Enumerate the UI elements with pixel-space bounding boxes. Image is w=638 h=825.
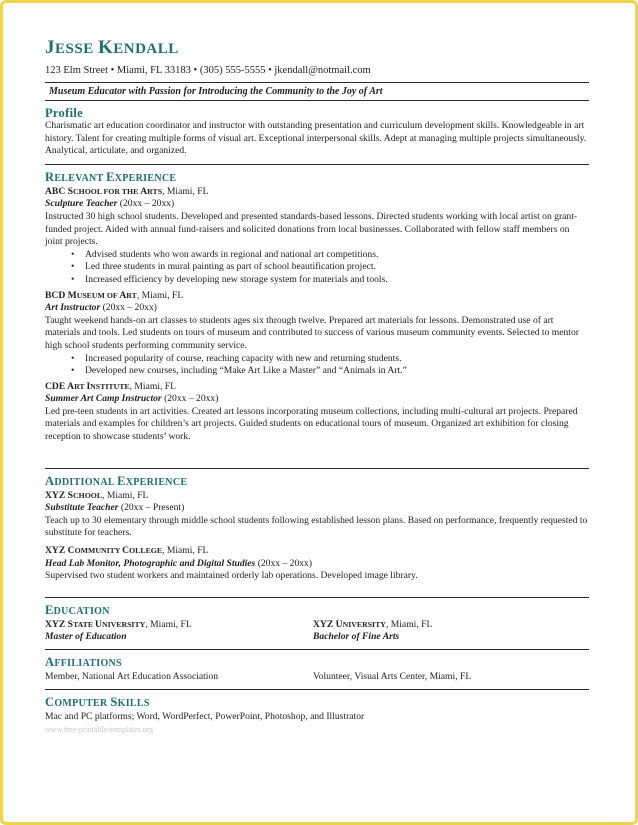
relevant-experience-section: [45, 170, 589, 444]
job-bullets: [45, 353, 589, 378]
education-entry: [45, 619, 313, 644]
job-organization: CDE ART INSTITUTE, Miami, FL: [45, 380, 176, 392]
profile-section: [45, 106, 589, 158]
divider: [45, 468, 589, 469]
job-entry: [45, 381, 589, 444]
job-description: Led pre-teen students in art activities. Created art lessons incorporating museum collections, including multi-cultural art projects. Prepared materials and examples for children’s art projects. Guided students on educational tours of museum. Organized art exhibition for closing reception to showcase students’ work.: [45, 405, 578, 443]
skills-title: COMPUTER SKILLS: [45, 694, 150, 709]
divider: [45, 689, 589, 690]
job-entry: [45, 290, 589, 378]
job-role: Head Lab Monitor, Photographic and Digital Studies (20xx – 20xx): [45, 557, 313, 569]
job-organization: ABC SCHOOL FOR THE ARTS, Miami, FL: [45, 185, 209, 197]
education-entry: [313, 619, 581, 644]
relevant-experience-title: RELEVANT EXPERIENCE: [45, 169, 177, 184]
education-columns: [45, 619, 589, 644]
school-name: XYZ STATE UNIVERSITY, Miami, FL: [45, 618, 192, 630]
job-description: Supervised two student workers and maintained orderly lab operations. Developed image library.: [45, 570, 418, 582]
additional-experience-section: [45, 474, 589, 583]
job-role: Art Instructor (20xx – 20xx): [45, 302, 157, 314]
degree: Master of Education: [45, 631, 127, 643]
bullet-item: • Advised students who won awards in regional and national art competitions.: [71, 248, 379, 260]
bullet-item: • Increased popularity of course, reaching capacity with new and returning students.: [71, 352, 402, 364]
job-organization: XYZ COMMUNITY COLLEGE, Miami, FL: [45, 545, 209, 557]
affiliation-item: Volunteer, Visual Arts Center, Miami, FL: [313, 671, 472, 682]
bullet-item: • Led three students in mural painting as part of school beautification project.: [71, 261, 376, 273]
divider: [45, 164, 589, 165]
job-role: Summer Art Camp Instructor (20xx – 20xx): [45, 393, 219, 405]
resume-page: [45, 37, 589, 734]
affiliations-columns: [45, 671, 589, 684]
divider: [45, 100, 589, 101]
education-section: [45, 603, 589, 644]
education-title: EDUCATION: [45, 602, 110, 617]
profile-text: Charismatic art education coordinator and instructor with outstanding presentation and curriculum development skills. Knowledgeable in art history. Talent for creating multiple forms of visual art. Exceptional interpersonal skills. Adept at managing multiple projects simultaneously. Analytical, articulate, and organized.: [45, 120, 587, 157]
job-organization: BCD MUSEUM OF ART, Miami, FL: [45, 289, 184, 301]
degree: Bachelor of Fine Arts: [313, 631, 400, 643]
job-organization: XYZ SCHOOL, Miami, FL: [45, 489, 149, 501]
affiliations-title: AFFILIATIONS: [45, 655, 122, 669]
job-entry: [45, 545, 589, 583]
job-bullets: [45, 249, 589, 287]
job-description: Taught weekend hands-on art classes to students ages six through twelve. Prepared art materials for lessons. Demonstrated use of art materials and tools. Led students on tours of museum and contributed to success of various museum community events. Selected to mentor high school students performing community service.: [45, 314, 579, 351]
job-description: Instructed 30 high school students. Developed and presented standards-based lessons. Directed students working with local artist on grant-funded project. Aided with annual fund-raisers and solicited donations from local businesses. Collaborated with fellow staff members on joint projects.: [45, 210, 578, 248]
profile-title: Profile: [45, 106, 83, 120]
divider: [45, 597, 589, 598]
job-role: Substitute Teacher (20xx – Present): [45, 502, 185, 514]
job-role: Sculpture Teacher (20xx – 20xx): [45, 198, 175, 210]
skills-section: [45, 695, 589, 735]
additional-experience-title: ADDITIONAL EXPERIENCE: [45, 473, 188, 488]
divider: [45, 649, 589, 650]
affiliation-item: Member, National Art Education Association: [45, 671, 219, 682]
objective-line: Museum Educator with Passion for Introducing the Community to the Joy of Art: [49, 86, 383, 97]
job-description: Teach up to 30 elementary through middle school students following established lesson plans. Based on performance, frequently requested to substitute for teachers.: [45, 514, 588, 539]
resume-name: JESSE KENDALL: [45, 37, 179, 58]
contact-line: 123 Elm Street • Miami, FL 33183 • (305) 555-5555 • jkendall@notmail.com: [45, 65, 371, 76]
bullet-item: • Increased efficiency by developing new storage system for materials and tools.: [71, 273, 388, 285]
job-entry: [45, 186, 589, 287]
skills-text: Mac and PC platforms; Word, WordPerfect, PowerPoint, Photoshop, and Illustrator: [45, 710, 365, 722]
job-entry: [45, 490, 589, 540]
affiliations-section: [45, 655, 589, 684]
school-name: XYZ UNIVERSITY, Miami, FL: [313, 618, 433, 630]
watermark-text: www.free-printable-templates.org: [45, 725, 154, 735]
bullet-item: • Developed new courses, including “Make Art Like a Master” and “Animals in Art.”: [71, 365, 407, 377]
